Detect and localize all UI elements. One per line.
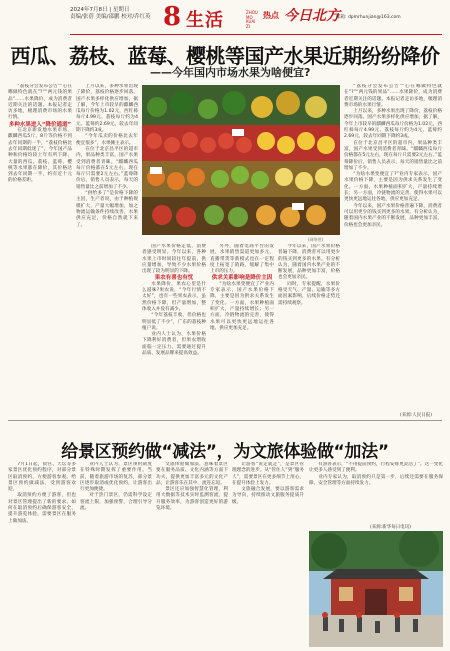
header-date: 2024年7月8日 | 星期日	[70, 7, 130, 13]
section-brand: 生活	[186, 10, 224, 31]
header-email: 邮箱: dpmrhunjian@163.com	[336, 15, 401, 20]
header-meta	[70, 7, 151, 21]
section-brand-en: ZHOU MO KUAI ZI	[246, 10, 258, 29]
page-number: 8	[163, 2, 182, 32]
article1-source: (来源:人民日报)	[400, 413, 433, 418]
article1-column-6: “荔枝分会发布公告”“心在哪做特色就在”?”“两元钱的果品”……水果降价，成为消费者近期关注的话题。本报记者走访多地，梳理消费市场的水果行情。 上月以来，多种水果出现了降价，荔枝价格逐步回落。国产水果多样化供应增加，据了解，今年上市较早的麒麟西瓜每斤价格为1.02元，西红柿每斤4.99元、荔枝每斤约为4元、蓝莓约2.69元，较去年同期下降约3成。 在位于北京昌平区的超市内，果品种类丰富，国产水果受到消费者青睐。“麒麟西瓜每斤价格都在5元左右，现在每斤只需要2元左右。”蓝莓降价后，销售人员表示，每天的销售量比之前增加了不少。 “为啥水果变便宜了?”业内专家表示，国产水果价格下降，主要是因为供求关系发生了变化。一方面，水果种植面积扩大，产量持续增长；另一方面，冷链物流的完善，使得水果可以更快更远地运往各地，供应更加充足。 今年以来，国产水果价格普遍下降，消费者可以用更少的钱买到更多的水果。有分析认为，随着国内水果产业的不断发展，品种更加丰富，价格也会更加亲民。	[344, 84, 442, 228]
article2-headline: 给景区预约做“减法”，为文旅体验做“加法”	[61, 442, 389, 462]
article1-column-2: 上月以来，多种水果出现了降价，荔枝价格逐步回落。国产水果多样化供应增加，据了解，今年上市较早的麒麟西瓜每斤价格为1.02元，西红柿每斤4.99元、荔枝每斤约为4元、蓝莓约2.69元，较去年同期下降约3成。 “今年瓜卖的价格比去年便宜很多”，水果摊主表示。 在位于北京昌平区的超市内，果品种类丰富，国产水果受到消费者青睐。“麒麟西瓜每斤价格都在5元左右，现在每斤只需要2元左右。”蓝莓降价后，销售人员表示，每天的销售量比之前增加了不少。 “供给多了”是价格下降的主因，生产者说，由于种植规模扩大，产量大幅增加，加之物流运输条件持续改善，水果供应充足，价格自然就下来了。	[76, 84, 138, 228]
header-editors: 责编/张蓓 美编/邵鹏 校对/乔红英	[70, 14, 151, 20]
article2-column-2: 业内人士认为，景区预约制度在特殊时期发挥了重要作用。当前，随着旅游市场的复苏，部分景区逐步取消或优化预约，让游客出行更加便捷。 对于热门景区，仍需科学设定客流上限，加强预警，合理引导分流。	[80, 462, 152, 512]
photo-caption: (网络图)	[308, 237, 324, 242]
article2-column-5: 有游客表示，“不用提前预约，行程安排更灵活了”。这一变化让更多人感受到了便利。 业内专家认为，取消预约只是第一步，后续还需要在服务保障、安全管理等方面持续发力。	[309, 462, 443, 486]
article2-column-3: 文旅体验做加法，意味着景区要在服务品质、文化内涵等方面下功夫，提供更加丰富多元的文化产品，让游客乐在其中、流连忘返。 景区还应加强智慧化管理，利用大数据等技术实时监测客流，提升服务效率，为游客创造更好的游览环境。	[156, 462, 228, 512]
article1-headline: 西瓜、荔枝、蓝莓、樱桃等国产水果近期纷纷降价	[10, 44, 440, 68]
page-header	[0, 0, 450, 38]
section-name: 热点	[263, 11, 279, 20]
subhead: 供求关系影响是降价主因	[211, 275, 273, 282]
newspaper-logo: 今日北方	[284, 8, 340, 24]
article2-column-4: 让游客“说走就走”，是景区管理理念的进步。从“管住人”到“服务人”，需要景区在更多细节上用心，在提升体验上发力。 文旅融合发展，要以游客需求为导向，持续推动文旅服务提质升级。	[232, 462, 304, 505]
article1-subheadline: ——今年国内市场水果为啥便宜?	[150, 66, 311, 79]
article1-column-1: “荔枝分会发布公告”“心在哪做特色就在”?”“两元钱的果品”……水果降价，成为消费者近期关注的话题。本报记者走访多地，梳理消费市场的水果行情。 多种水果进入“降价通道” 在北京新发地水果市场，麒麟西瓜5斤、8斤等价格不到去年同期的一半，“荔枝价格比去年同期低迷了”。今年国产品种和价格均较上年有所下降，大量的西瓜、荔枝、蓝莓、樱桃等水果都在降价，其价格达到去年同期一半，约有近十元的价格差距。	[8, 84, 72, 184]
article2-source: (来源:新华每日电讯)	[370, 525, 412, 530]
article1-column-5: 今年以来，国产水果价格普遍下降，消费者可以用更少的钱买到更多的水果。有分析认为，随着国内水果产业的不断发展，品种更加丰富，价格也会更加亲民。 同时，专家提醒，水果价格受天气、产量、运输等多方面因素影响，后续价格走势还需持续观察。	[278, 244, 340, 306]
scenic-site-photo	[309, 531, 443, 647]
fruit-stall-photo	[142, 85, 340, 235]
section-divider	[8, 420, 442, 421]
subhead: 果农有喜也有忧	[154, 275, 194, 282]
article1-column-4: 另外，随着电商平台的发展，水果销售渠道更加多元，直播带货等新模式也在一定程度上拓宽了销路，缓解了集中上市的压力。 供求关系影响是降价主因 “为啥水果变便宜了?”业内专家表示，国产水果价格下降，主要是因为供求关系发生了变化。一方面，水果种植面积扩大，产量持续增长；另一方面，冷链物流的完善，使得水果可以更快更远地运往各地，供应更加充足。	[210, 244, 274, 331]
article1-column-3: 国产水果价格走低，消费者感受明显。今年以来，各种水果上市时间较往年提前，供应量增加，导致不少水果价格出现了较为明显的下降。 果农有喜也有忧 水果降价，果农心里是什么滋味?果农说，“今年行情不太好”，也有一些果农表示，虽然价格下降，但产量增加，整体收入并没有减少。 “今年荔枝丰收，但价格也明显低了不少”，广东的荔枝种植户说。 业内人士认为，水果价格下降利好消费者，但果农增收面临一定压力，需要通过提升品质、发展品牌来提高效益。	[142, 244, 206, 357]
header-rule	[70, 34, 442, 35]
subhead: 多种水果进入“降价通道”	[8, 121, 72, 128]
article2-column-1: 7月1日起，故宫、天坛等多家景区优化预约程序，对部分景区取消预约，方便游客参观。给景区预约做减法，受到游客欢迎。 取消预约方便了游客，但也对景区管理提出了新的要求。如何在取消预约后确保游客安全、提升游览体验，需要景区在服务上做加法。	[8, 462, 76, 524]
